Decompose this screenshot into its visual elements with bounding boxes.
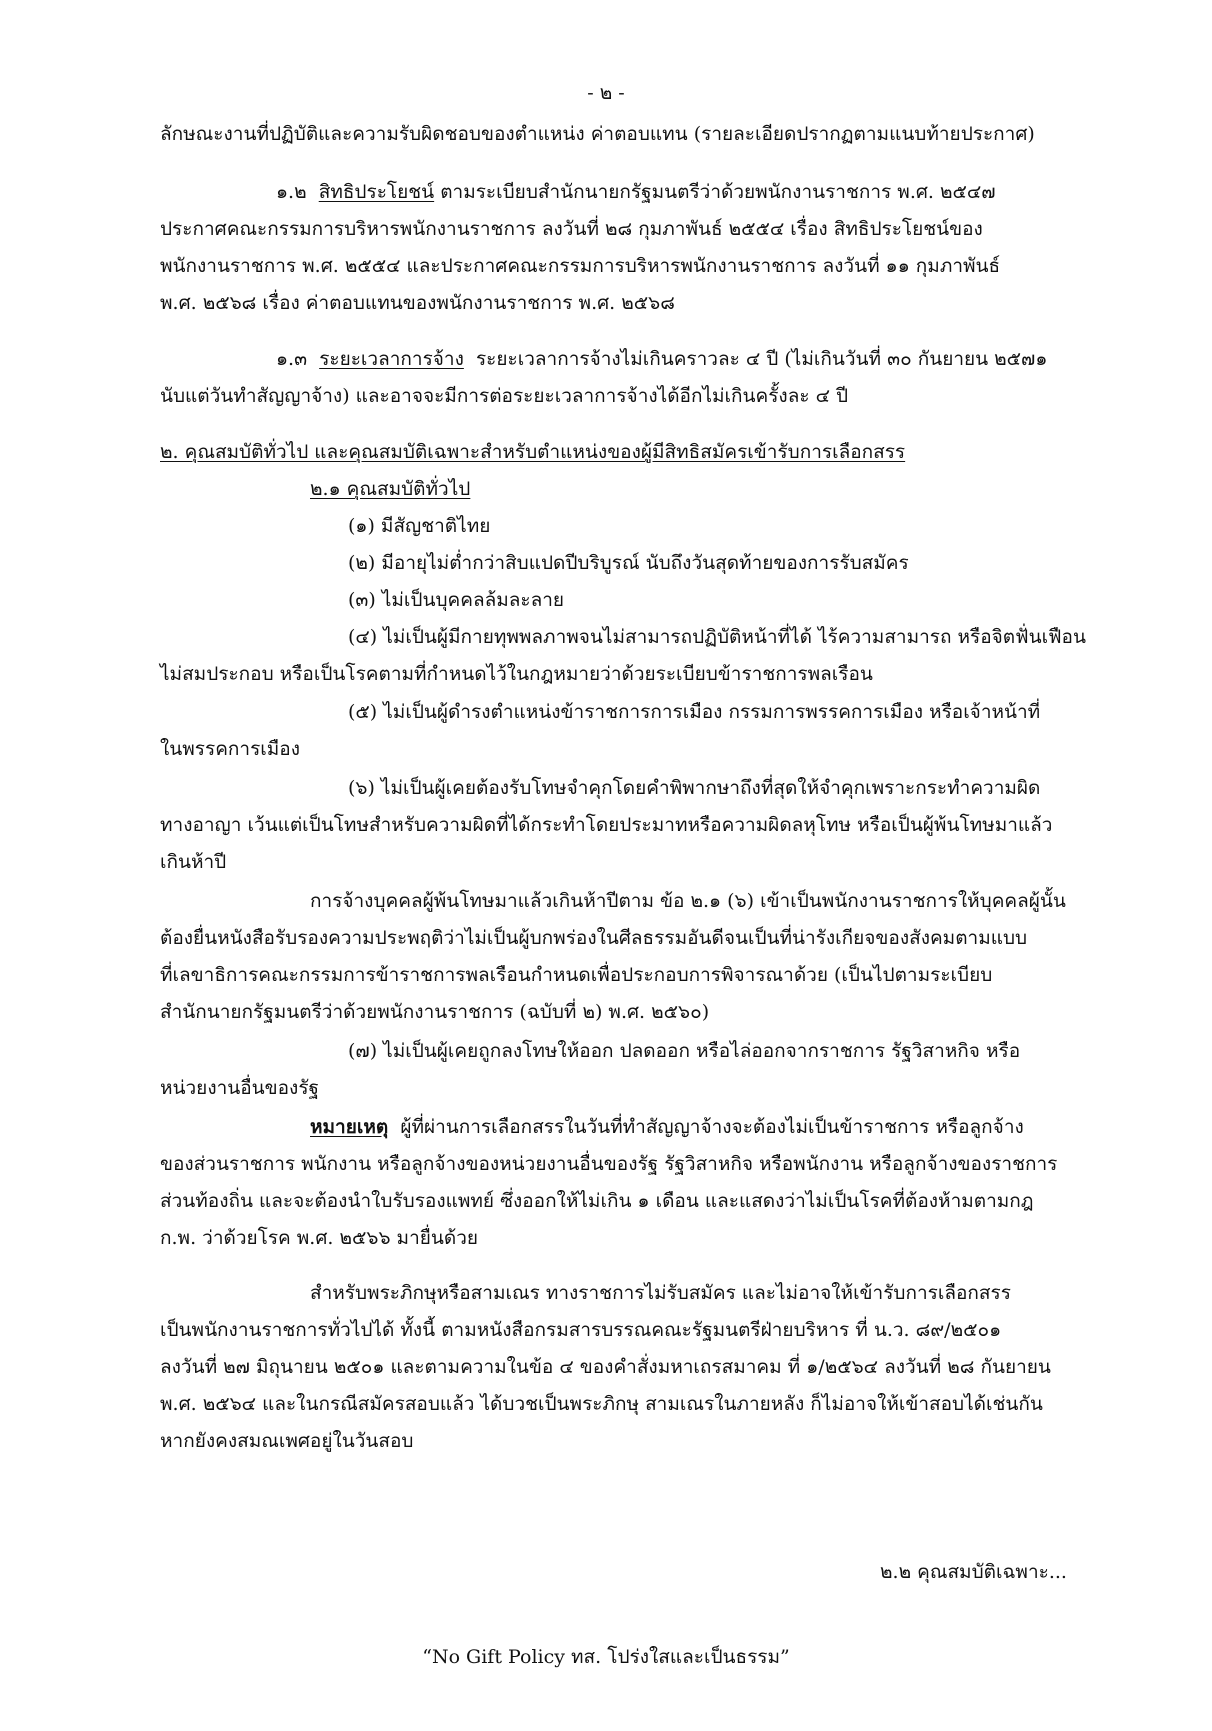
qualification-item-4-line-2: ไม่สมประกอบ หรือเป็นโรคตามที่กำหนดไว้ในกฎหมายว่าด้วยระเบียบข้าราชการพลเรือน <box>160 663 873 685</box>
section-1-2-line-2: ประกาศคณะกรรมการบริหารพนักงานราชการ ลงวันที่ ๒๘ กุมภาพันธ์ ๒๕๕๔ เรื่อง สิทธิประโยชน์ของ <box>160 218 983 240</box>
qualification-item-5-line-1: (๕) ไม่เป็นผู้ดำรงตำแหน่งข้าราชการการเมือง กรรมการพรรคการเมือง หรือเจ้าหน้าที่ <box>348 701 1041 723</box>
pardon-paragraph-line-3: ที่เลขาธิการคณะกรรมการข้าราชการพลเรือนกำหนดเพื่อประกอบการพิจารณาด้วย (เป็นไปตามระเบียบ <box>160 964 993 986</box>
qualification-item-6-line-3: เกินห้าปี <box>160 851 227 873</box>
qualification-item-2: (๒) มีอายุไม่ต่ำกว่าสิบแปดปีบริบูรณ์ นับถึงวันสุดท้ายของการรับสมัคร <box>348 552 909 574</box>
monk-paragraph-line-4: พ.ศ. ๒๕๖๔ และในกรณีสมัครสอบแล้ว ได้บวชเป็นพระภิกษุ สามเณรในภายหลัง ก็ไม่อาจให้เข้าสอบได้เช่นกัน <box>160 1393 1043 1415</box>
lead-line: ลักษณะงานที่ปฏิบัติและความรับผิดชอบของตำแหน่ง ค่าตอบแทน (รายละเอียดปรากฏตามแนบท้ายประกาศ) <box>160 123 1035 145</box>
qualification-item-7-line-1: (๗) ไม่เป็นผู้เคยถูกลงโทษให้ออก ปลดออก หรือไล่ออกจากราชการ รัฐวิสาหกิจ หรือ <box>348 1040 1021 1062</box>
pardon-paragraph-line-2: ต้องยื่นหนังสือรับรองความประพฤติว่าไม่เป็นผู้บกพร่องในศีลธรรมอันดีจนเป็นที่น่ารังเกียจของสังคมตามแบบ <box>160 927 1028 949</box>
note-line-4: ก.พ. ว่าด้วยโรค พ.ศ. ๒๕๖๖ มายื่นด้วย <box>160 1227 479 1249</box>
note-text: ผู้ที่ผ่านการเลือกสรรในวันที่ทำสัญญาจ้างจะต้องไม่เป็นข้าราชการ หรือลูกจ้าง <box>400 1116 1024 1138</box>
pardon-paragraph-line-1: การจ้างบุคคลผู้พ้นโทษมาแล้วเกินห้าปีตาม ข้อ ๒.๑ (๖) เข้าเป็นพนักงานราชการให้บุคคลผู้นั้น <box>310 890 1066 912</box>
qualification-item-7-line-2: หน่วยงานอื่นของรัฐ <box>160 1077 320 1099</box>
monk-paragraph-line-3: ลงวันที่ ๒๗ มิถุนายน ๒๕๐๑ และตามความในข้อ ๔ ของคำสั่งมหาเถรสมาคม ที่ ๑/๒๕๖๔ ลงวันที่ ๒๘ กันยายน <box>160 1356 1051 1378</box>
section-1-2-heading: สิทธิประโยชน์ <box>318 181 435 203</box>
section-1-3-line-1 <box>276 350 1047 369</box>
section-1-2-text: ตามระเบียบสำนักนายกรัฐมนตรีว่าด้วยพนักงานราชการ พ.ศ. ๒๕๔๗ <box>440 181 996 203</box>
section-2-1-heading: ๒.๑ คุณสมบัติทั่วไป <box>310 478 471 500</box>
monk-paragraph-line-1: สำหรับพระภิกษุหรือสามเณร ทางราชการไม่รับสมัคร และไม่อาจให้เข้ารับการเลือกสรร <box>310 1282 1011 1304</box>
pardon-paragraph-line-4: สำนักนายกรัฐมนตรีว่าด้วยพนักงานราชการ (ฉบับที่ ๒) พ.ศ. ๒๕๖๐) <box>160 1001 710 1023</box>
section-1-3-number: ๑.๓ <box>276 348 308 370</box>
footer-slogan: “No Gift Policy ทส. โปร่งใสและเป็นธรรม” <box>422 1646 790 1668</box>
qualification-item-4-line-1: (๔) ไม่เป็นผู้มีกายทุพพลภาพจนไม่สามารถปฏิบัติหน้าที่ได้ ไร้ความสามารถ หรือจิตฟั่นเฟือน <box>348 626 1086 648</box>
section-2-heading: ๒. คุณสมบัติทั่วไป และคุณสมบัติเฉพาะสำหรับตำแหน่งของผู้มีสิทธิสมัครเข้ารับการเลือกสรร <box>160 441 906 463</box>
qualification-item-5-line-2: ในพรรคการเมือง <box>160 738 300 760</box>
qualification-item-1: (๑) มีสัญชาติไทย <box>348 515 491 537</box>
section-1-2-number: ๑.๒ <box>276 181 307 203</box>
section-1-3-text: ระยะเวลาการจ้างไม่เกินคราวละ ๔ ปี (ไม่เกินวันที่ ๓๐ กันยายน ๒๕๗๑ <box>475 348 1048 370</box>
section-1-2-line-4: พ.ศ. ๒๕๖๘ เรื่อง ค่าตอบแทนของพนักงานราชการ พ.ศ. ๒๕๖๘ <box>160 292 675 314</box>
note-label: หมายเหตุ <box>310 1116 389 1138</box>
continuation-marker: ๒.๒ คุณสมบัติเฉพาะ... <box>880 1561 1067 1583</box>
qualification-item-6-line-2: ทางอาญา เว้นแต่เป็นโทษสำหรับความผิดที่ได้กระทำโดยประมาทหรือความผิดลหุโทษ หรือเป็นผู้พ้นโทษมาแล้ว <box>160 814 1053 836</box>
qualification-item-3: (๓) ไม่เป็นบุคคลล้มละลาย <box>348 589 565 611</box>
section-1-3-line-2: นับแต่วันทำสัญญาจ้าง) และอาจจะมีการต่อระยะเวลาการจ้างได้อีกไม่เกินครั้งละ ๔ ปี <box>160 385 849 407</box>
note-line-2: ของส่วนราชการ พนักงาน หรือลูกจ้างของหน่วยงานอื่นของรัฐ รัฐวิสาหกิจ หรือพนักงาน หรือลูกจ้างของราชการ <box>160 1153 1058 1175</box>
note-line-3: ส่วนท้องถิ่น และจะต้องนำใบรับรองแพทย์ ซึ่งออกให้ไม่เกิน ๑ เดือน และแสดงว่าไม่เป็นโรคที่ต้องห้ามตามกฎ <box>160 1190 1034 1212</box>
qualification-item-6-line-1: (๖) ไม่เป็นผู้เคยต้องรับโทษจำคุกโดยคำพิพากษาถึงที่สุดให้จำคุกเพราะกระทำความผิด <box>348 777 1041 799</box>
note-line-1 <box>310 1118 1024 1137</box>
monk-paragraph-line-2: เป็นพนักงานราชการทั่วไปได้ ทั้งนี้ ตามหนังสือกรมสารบรรณคณะรัฐมนตรีฝ่ายบริหาร ที่ น.ว. ๘๙/๒๕๐๑ <box>160 1319 1002 1341</box>
section-1-3-heading: ระยะเวลาการจ้าง <box>319 348 464 370</box>
monk-paragraph-line-5: หากยังคงสมณเพศอยู่ในวันสอบ <box>160 1430 414 1452</box>
section-1-2-line-3: พนักงานราชการ พ.ศ. ๒๕๕๔ และประกาศคณะกรรมการบริหารพนักงานราชการ ลงวันที่ ๑๑ กุมภาพันธ์ <box>160 255 1001 277</box>
page-number: - ๒ - <box>587 82 625 104</box>
section-1-2-line-1 <box>276 183 996 202</box>
